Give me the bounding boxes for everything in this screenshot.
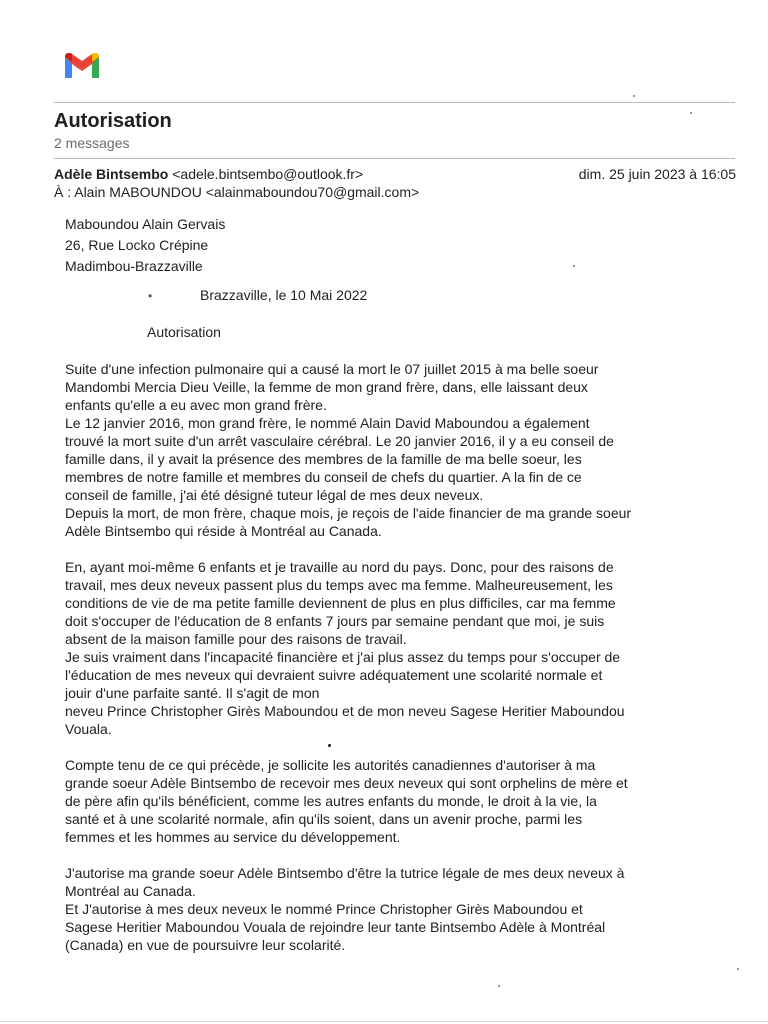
letter-line: Mandombi Mercia Dieu Veille, la femme de mon grand frère, dans, elle laissant deux <box>65 379 588 395</box>
letter-line: conseil de famille, j'ai été désigné tuteur légal de mes deux neveux. <box>65 487 484 503</box>
letter-line: Depuis la mort, de mon frère, chaque mois, je reçois de l'aide financier de ma grande soeur <box>65 505 632 521</box>
gmail-logo-icon <box>62 50 102 80</box>
letter-title: Autorisation <box>147 324 221 340</box>
letter-line: Et J'autorise à mes deux neveux le nommé Prince Christopher Girès Maboundou et <box>65 901 583 917</box>
letter-body <box>65 360 745 954</box>
letter-line: trouvé la mort suite d'un arrêt vasculaire cérébral. Le 20 janvier 2016, il y a eu conseil de <box>65 433 614 449</box>
paragraph-gap <box>65 846 745 864</box>
message-divider <box>54 158 735 159</box>
sender-line <box>54 166 363 182</box>
letter-line: J'autorise ma grande soeur Adèle Bintsembo d'être la tutrice légale de mes deux neveux à <box>65 865 625 881</box>
letter-line: de père afin qu'ils bénéficient, comme les autres enfants du monde, le droit à la vie, la <box>65 793 597 809</box>
recipient-line: À : Alain MABOUNDOU <alainmaboundou70@gmail.com> <box>54 184 420 200</box>
letter-line: membres de notre famille et membres du conseil de chefs du quartier. A la fin de ce <box>65 469 582 485</box>
sender-name: Adèle Bintsembo <box>54 166 169 182</box>
letter-line: Montréal au Canada. <box>65 883 196 899</box>
letter-line: Sagese Heritier Maboundou Vouala de rejoindre leur tante Bintsembo Adèle à Montréal <box>65 919 606 935</box>
scan-speck <box>737 968 739 970</box>
letter-line: Compte tenu de ce qui précède, je sollicite les autorités canadiennes d'autoriser à ma <box>65 757 596 773</box>
letter-line: conditions de vie de ma petite famille deviennent de plus en plus difficiles, car ma femme <box>65 595 616 611</box>
paragraph-gap <box>65 738 745 756</box>
email-subject: Autorisation <box>54 110 172 132</box>
message-count: 2 messages <box>54 135 130 151</box>
letter-line: travail, mes deux neveux passent plus du temps avec ma femme. Malheureusement, les <box>65 577 613 593</box>
stray-mark: • <box>148 289 153 303</box>
sender-address-block <box>65 214 225 277</box>
scan-speck <box>498 985 500 987</box>
paragraph-gap <box>65 540 745 558</box>
address-line: 26, Rue Locko Crépine <box>65 237 209 253</box>
letter-line: famille dans, il y avait la présence des membres de la famille de ma belle soeur, les <box>65 451 582 467</box>
letter-line: absent de la maison famille pour des raisons de travail. <box>65 631 407 647</box>
letter-line: l'éducation de mes neveux qui devraient suivre adéquatement une scolarité normale et <box>65 667 603 683</box>
scan-speck <box>690 112 692 114</box>
address-line: Maboundou Alain Gervais <box>65 216 226 232</box>
letter-line: doit s'occuper de l'éducation de 8 enfants 7 jours par semaine pendant que moi, je suis <box>65 613 605 629</box>
letter-line: Suite d'une infection pulmonaire qui a causé la mort le 07 juillet 2015 à ma belle soeur <box>65 361 599 377</box>
letter-place-date: Brazzaville, le 10 Mai 2022 <box>200 287 368 303</box>
letter-line: jouir d'une parfaite santé. Il s'agit de mon <box>65 685 320 701</box>
letter-line: Je suis vraiment dans l'incapacité financière et j'ai plus assez du temps pour s'occuper de <box>65 649 621 665</box>
letter-line: santé et à une scolarité normale, afin qu'ils soient, dans un avenir proche, parmi les <box>65 811 583 827</box>
letter-line: enfants qu'elle a eu avec mon grand frère. <box>65 397 327 413</box>
sender-email: <adele.bintsembo@outlook.fr> <box>172 166 364 182</box>
letter-line: Adèle Bintsembo qui réside à Montréal au Canada. <box>65 523 382 539</box>
letter-line: Le 12 janvier 2016, mon grand frère, le nommé Alain David Maboundou a également <box>65 415 590 431</box>
letter-line: femmes et les hommes au service du développement. <box>65 829 401 845</box>
message-date: dim. 25 juin 2023 à 16:05 <box>578 166 736 182</box>
letter-line: neveu Prince Christopher Girès Maboundou et de mon neveu Sagese Heritier Maboundou <box>65 703 625 719</box>
address-line: Madimbou-Brazzaville <box>65 258 203 274</box>
page-edge <box>0 1021 768 1022</box>
header-divider <box>54 102 735 103</box>
scan-speck <box>633 95 635 97</box>
letter-line: Vouala. <box>65 721 112 737</box>
scan-speck <box>328 744 331 747</box>
letter-line: En, ayant moi-même 6 enfants et je travaille au nord du pays. Donc, pour des raisons de <box>65 559 614 575</box>
letter-line: (Canada) en vue de poursuivre leur scolarité. <box>65 937 346 953</box>
scan-speck <box>573 265 575 267</box>
letter-line: grande soeur Adèle Bintsembo de recevoir mes deux neveux qui sont orphelins de mère et <box>65 775 628 791</box>
